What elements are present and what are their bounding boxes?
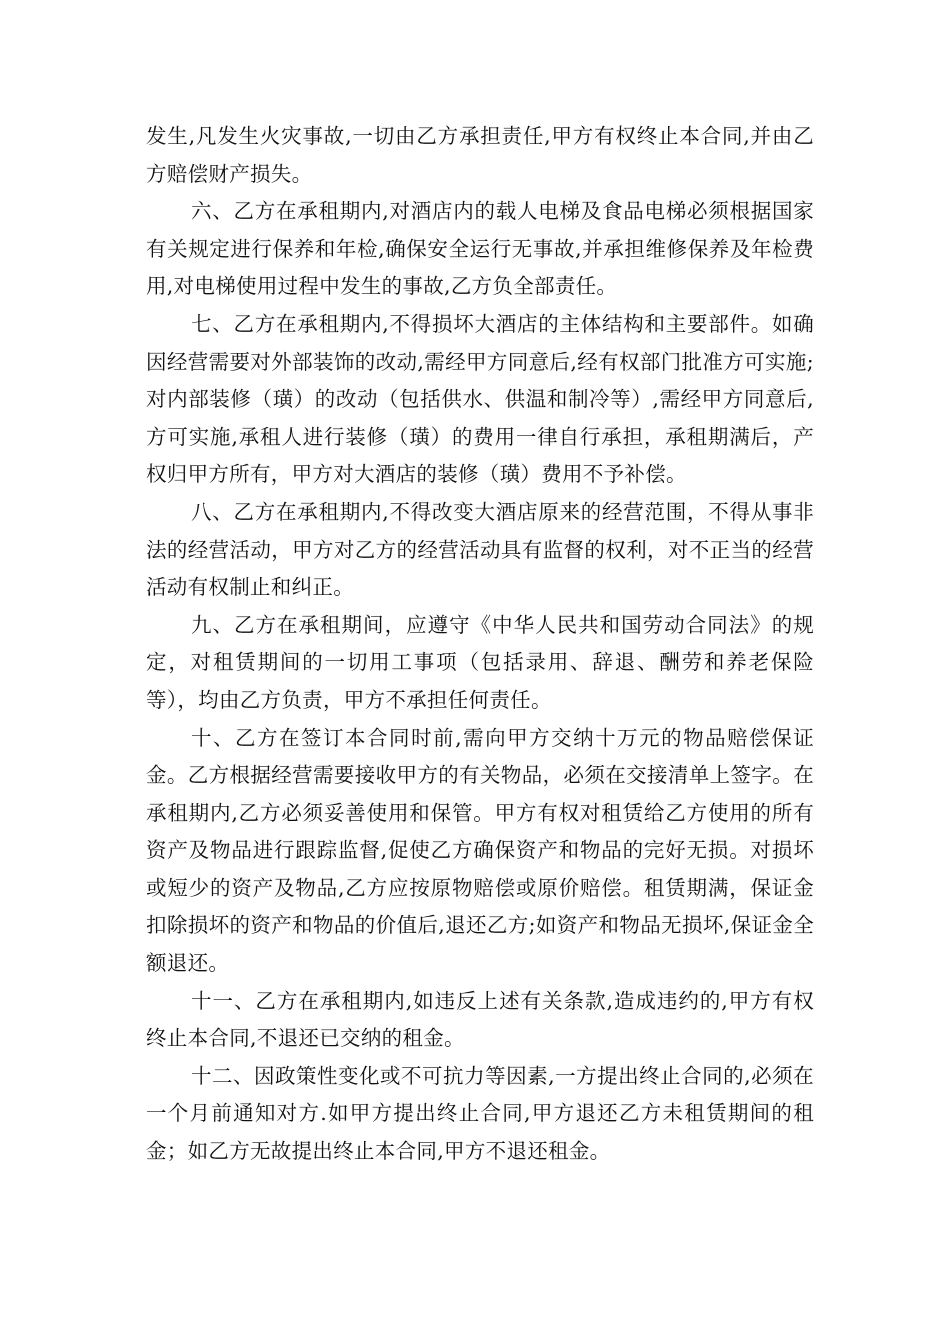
- clause-10-paragraph: 十、乙方在签订本合同时前,需向甲方交纳十万元的物品赔偿保证金。乙方根据经营需要接收甲方的有关物品，必须在交接清单上签字。在承租期内,乙方必须妥善使用和保管。甲方有权对租赁给乙方使用的所有资产及物品进行跟踪监督,促使乙方确保资产和物品的完好无损。对损坏或短少的资产及物品,乙方应按原物赔偿或原价赔偿。租赁期满，保证金扣除损坏的资产和物品的价值后,退还乙方;如资产和物品无损坏,保证金全额退还。: [146, 725, 814, 976]
- clause-7-paragraph: 七、乙方在承租期内,不得损坏大酒店的主体结构和主要部件。如确因经营需要对外部装饰的改动,需经甲方同意后,经有权部门批准方可实施;对内部装修（璜）的改动（包括供水、供温和制冷等）,需经甲方同意后,方可实施,承租人进行装修（璜）的费用一律自行承担，承租期满后，产权归甲方所有，甲方对大酒店的装修（璜）费用不予补偿。: [146, 311, 814, 487]
- contract-body: [146, 118, 814, 1171]
- clause-6-paragraph: 六、乙方在承租期内,对酒店内的载人电梯及食品电梯必须根据国家有关规定进行保养和年检,确保安全运行无事故,并承担维修保养及年检费用,对电梯使用过程中发生的事故,乙方负全部责任。: [146, 199, 814, 299]
- paragraph-continuation: 发生,凡发生火灾事故,一切由乙方承担责任,甲方有权终止本合同,并由乙方赔偿财产损失。: [146, 124, 814, 186]
- clause-12-paragraph: 十二、因政策性变化或不可抗力等因素,一方提出终止合同的,必须在一个月前通知对方.如甲方提出终止合同,甲方退还乙方未租赁期间的租金；如乙方无故提出终止本合同,甲方不退还租金。: [146, 1063, 814, 1164]
- clause-8-paragraph: 八、乙方在承租期内,不得改变大酒店原来的经营范围，不得从事非法的经营活动，甲方对乙方的经营活动具有监督的权利，对不正当的经营活动有权制止和纠正。: [146, 499, 814, 600]
- clause-9-paragraph: 九、乙方在承租期间，应遵守《中华人民共和国劳动合同法》的规定，对租赁期间的一切用工事项（包括录用、辞退、酬劳和养老保险等），均由乙方负责，甲方不承担任何责任。: [146, 612, 814, 712]
- clause-11-paragraph: 十一、乙方在承租期内,如违反上述有关条款,造成违约的,甲方有权终止本合同,不退还已交纳的租金。: [146, 988, 814, 1051]
